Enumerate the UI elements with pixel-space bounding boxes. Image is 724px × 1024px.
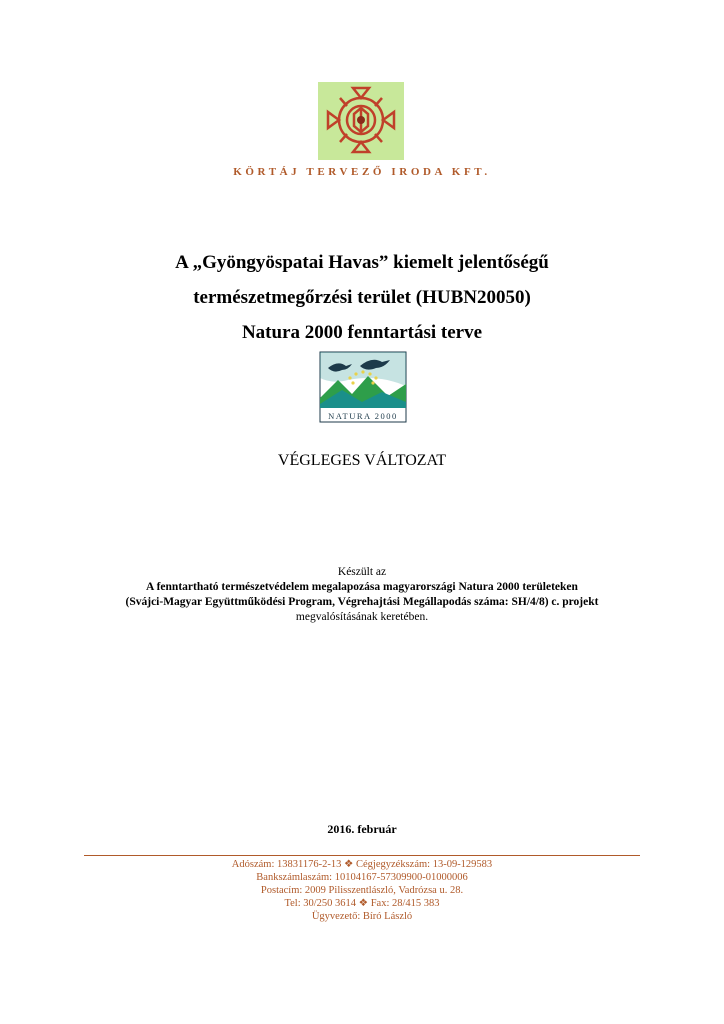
natura-logo-caption: NATURA 2000 bbox=[328, 411, 398, 421]
document-date: 2016. február bbox=[327, 822, 397, 836]
company-emblem-icon bbox=[318, 82, 404, 160]
prepared-project-title: A fenntartható természetvédelem megalapozása magyarországi Natura 2000 területeken bbox=[146, 581, 578, 593]
document-title-line-1: A „Gyöngyöspatai Havas” kiemelt jelentőségű bbox=[175, 252, 549, 273]
natura-2000-logo bbox=[318, 350, 408, 424]
prepared-intro: Készült az bbox=[337, 566, 387, 578]
document-title-line-3: Natura 2000 fenntartási terve bbox=[241, 322, 483, 343]
prepared-program: (Svájci-Magyar Együttműködési Program, Végrehajtási Megállapodás száma: SH/4/8) c. projekt bbox=[125, 596, 599, 608]
company-logo bbox=[318, 82, 404, 160]
document-variant: VÉGLEGES VÁLTOZAT bbox=[277, 452, 447, 469]
company-name: KÖRTÁJ TERVEZŐ IRODA KFT. bbox=[233, 166, 491, 178]
document-title-line-2: természetmegőrzési terület (HUBN20050) bbox=[193, 287, 531, 308]
prepared-outro: megvalósításának keretében. bbox=[295, 611, 429, 623]
footer-bank-account: Bankszámlaszám: 10104167-57309900-01000006 bbox=[256, 872, 468, 883]
footer-phone-fax: Tel: 30/250 3614 ❖ Fax: 28/415 383 bbox=[284, 898, 440, 909]
natura-2000-icon bbox=[318, 350, 408, 424]
footer-tax-number: Adószám: 13831176-2-13 ❖ Cégjegyzékszám: 13-09-129583 bbox=[231, 859, 493, 870]
footer-managing-director: Ügyvezető: Bíró László bbox=[311, 911, 413, 922]
footer-postal-address: Postacím: 2009 Pilisszentlászló, Vadrózsa u. 28. bbox=[260, 885, 464, 896]
footer-divider bbox=[84, 855, 640, 856]
